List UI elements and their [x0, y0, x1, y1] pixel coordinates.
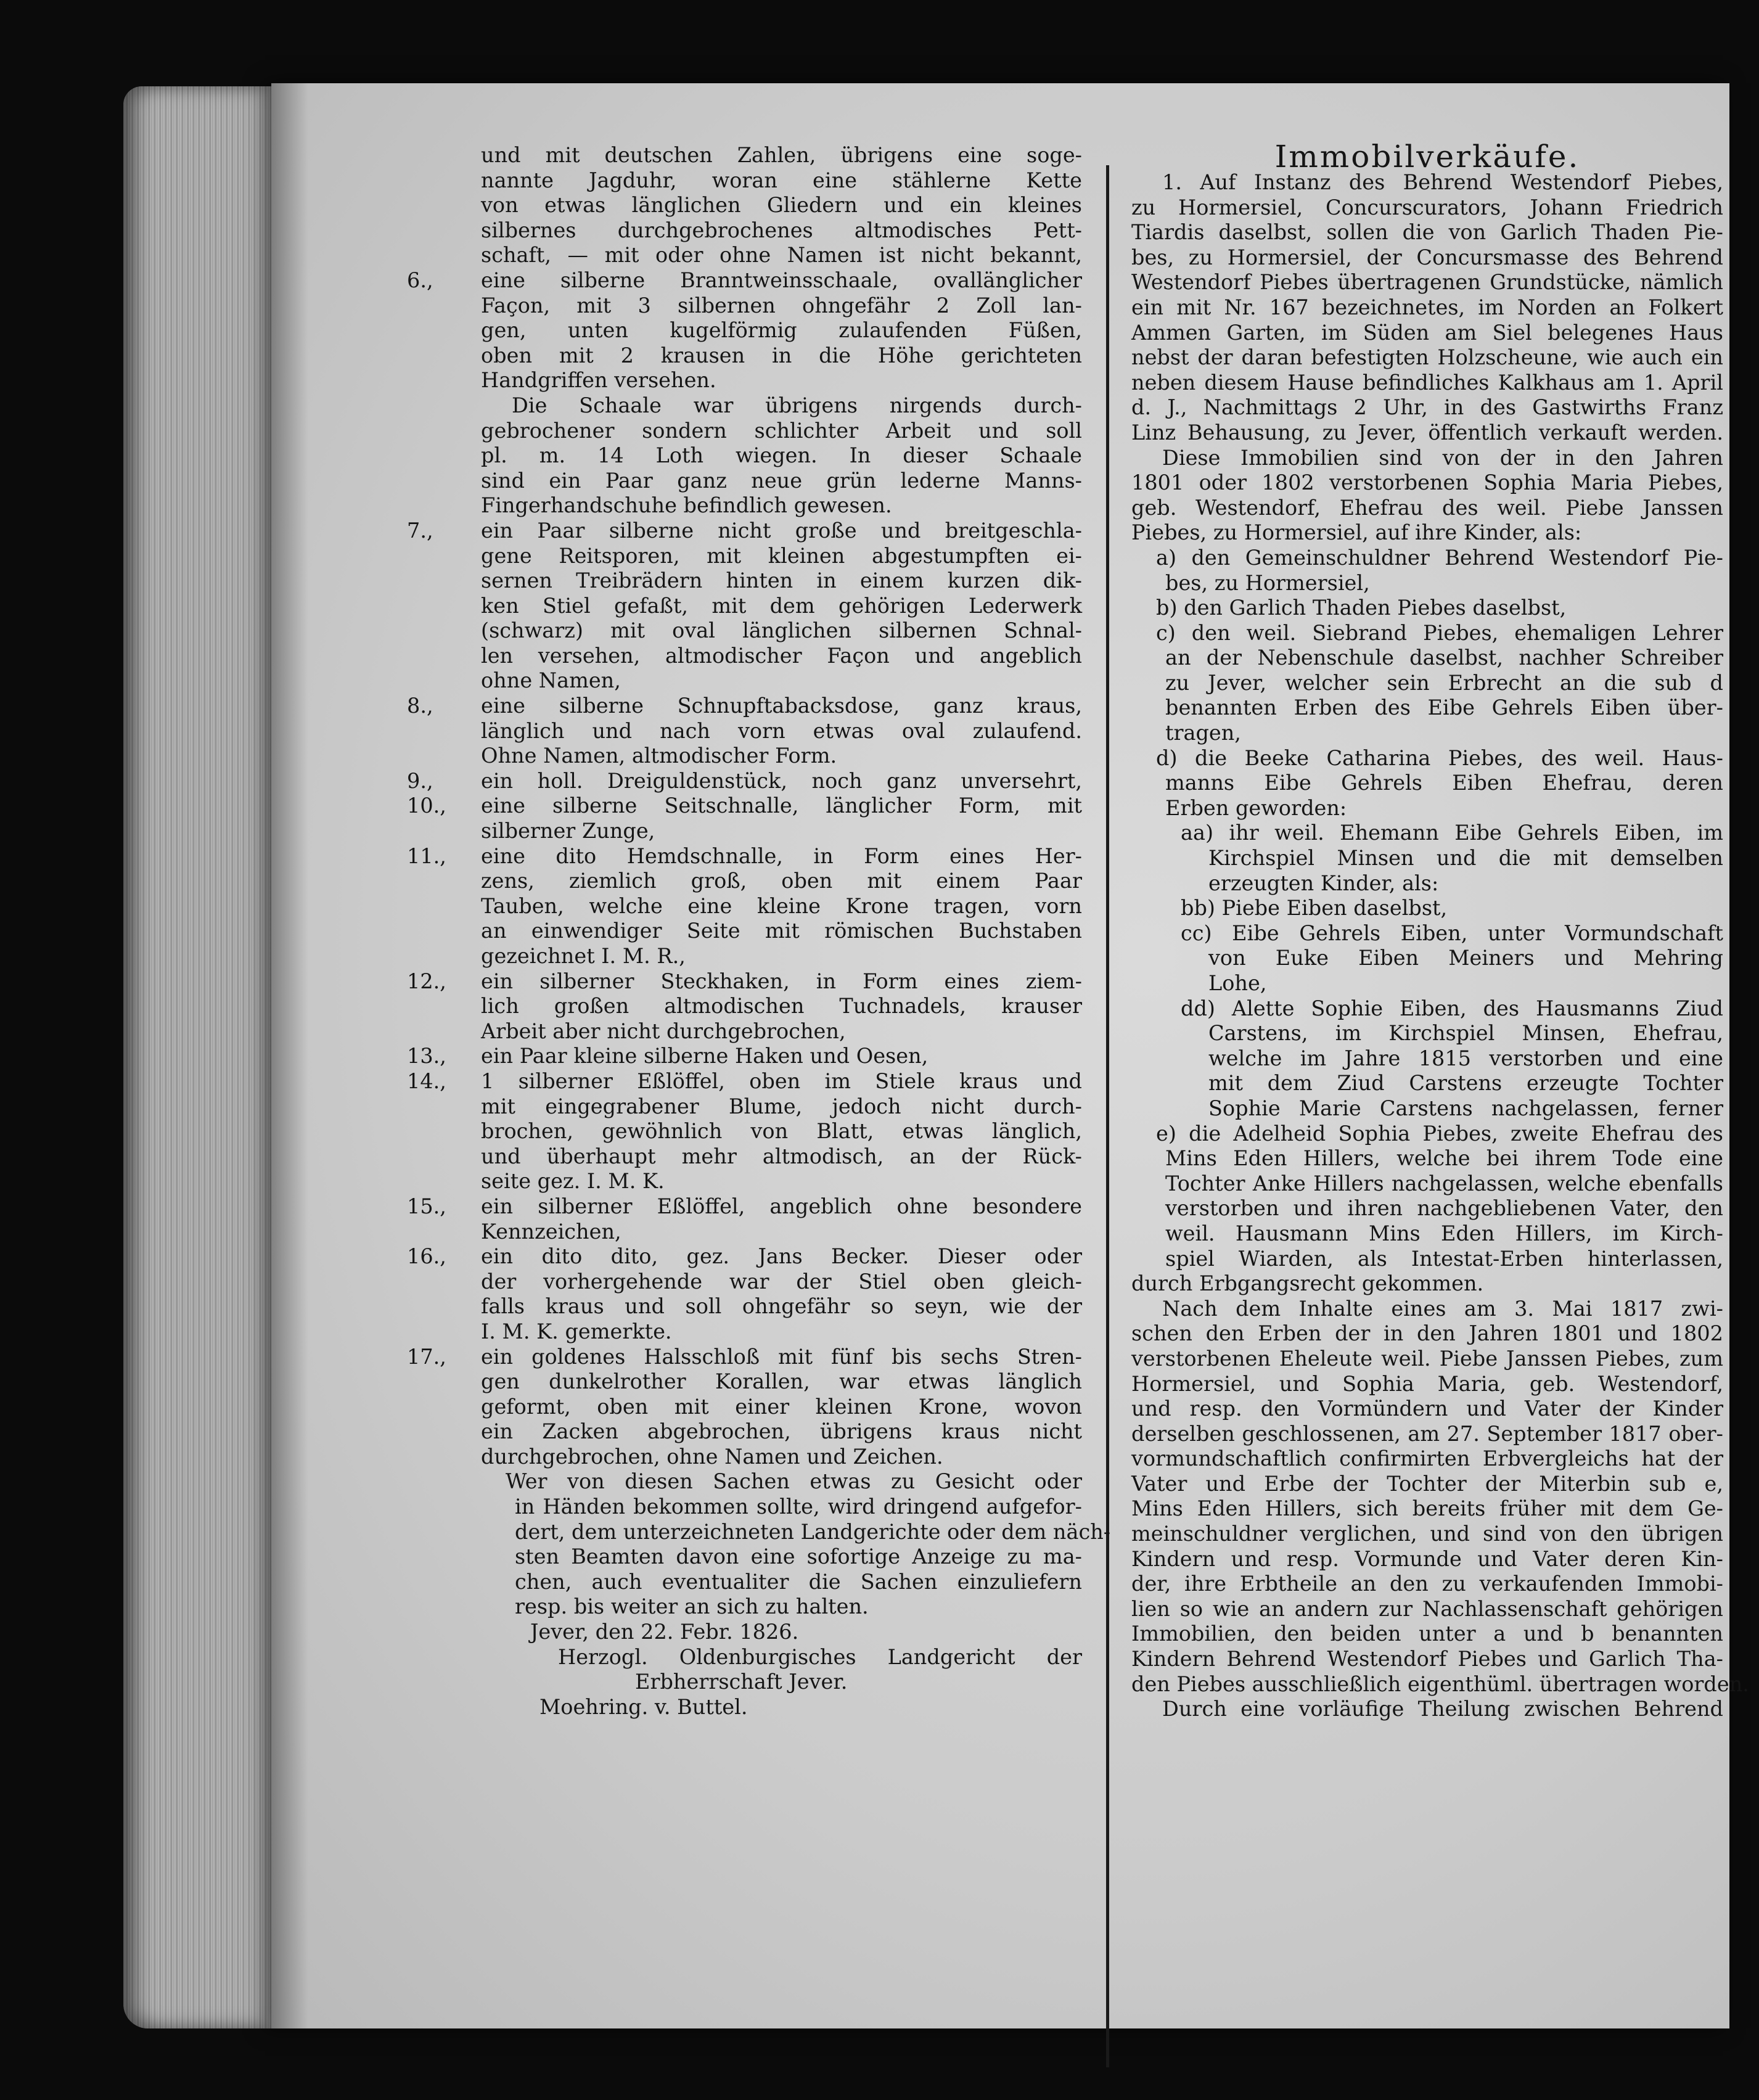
- text-line: [481, 1044, 1082, 1069]
- line-text: neben diesem Hause befindliches Kalkhaus am 1. April: [1131, 370, 1723, 395]
- text-line: [1131, 996, 1723, 1022]
- text-line: [1131, 871, 1723, 896]
- line-text: dert, dem unterzeichneten Landgerichte oder dem näch-: [515, 1519, 1111, 1544]
- text-line: [481, 1269, 1082, 1295]
- text-line: [1131, 1321, 1723, 1347]
- line-text: geformt, oben mit einer kleinen Krone, wovon: [481, 1394, 1082, 1419]
- text-line: [481, 1594, 1082, 1620]
- text-line: [481, 1069, 1082, 1094]
- line-text: zu Jever, welcher sein Erbrecht an die sub d: [1165, 670, 1723, 695]
- text-line: [1131, 1146, 1723, 1171]
- line-text: oben mit 2 krausen in die Höhe gerichteten: [481, 343, 1082, 367]
- text-line: [1131, 1446, 1723, 1472]
- text-line: [1131, 1622, 1723, 1647]
- text-line: [481, 243, 1082, 268]
- right-text-column: [1131, 139, 1749, 1722]
- text-line: [481, 1395, 1082, 1420]
- line-text: der, ihre Erbtheile an den zu verkaufenden Immobi-: [1131, 1572, 1723, 1596]
- line-text: 1. Auf Instanz des Behrend Westendorf Piebes,: [1162, 170, 1723, 194]
- text-line: [481, 1695, 1082, 1720]
- text-line: [1131, 671, 1723, 696]
- text-line: [1131, 646, 1723, 671]
- text-line: [1131, 371, 1723, 396]
- line-text: derselben geschlossenen, am 27. September 1817 ober-: [1131, 1421, 1723, 1446]
- line-text: nannte Jagduhr, woran eine stählerne Kette: [481, 168, 1082, 192]
- book-page-edges: [123, 86, 284, 2028]
- text-line: [481, 1369, 1082, 1395]
- text-line: [1131, 896, 1723, 921]
- line-text: den Piebes ausschließlich eigenthüml. übertragen worden.: [1131, 1671, 1749, 1696]
- line-text: lien so wie an andern zur Nachlassenschaft gehörigen: [1131, 1596, 1723, 1621]
- text-line: [481, 894, 1082, 919]
- line-text: sten Beamten davon eine sofortige Anzeige zu ma-: [515, 1544, 1082, 1569]
- line-text: Façon, mit 3 silbernen ohngefähr 2 Zoll lan-: [481, 293, 1082, 318]
- text-line: [481, 969, 1082, 995]
- text-line: [481, 1469, 1082, 1495]
- line-text: gen, unten kugelförmig zulaufenden Füßen,: [481, 318, 1082, 343]
- text-line: [1131, 321, 1723, 346]
- text-line: [481, 819, 1082, 844]
- line-text: durch Erbgangsrecht gekommen.: [1131, 1271, 1484, 1296]
- line-text: Mins Eden Hillers, sich bereits früher mit dem Ge-: [1131, 1496, 1723, 1521]
- line-text: bes, zu Hormersiel, der Concursmasse des Behrend: [1131, 245, 1723, 269]
- line-text: ohne Namen,: [481, 668, 621, 693]
- text-line: [1131, 220, 1723, 245]
- text-line: [1131, 1522, 1723, 1547]
- line-text: Lohe,: [1208, 971, 1267, 995]
- left-text-column: [481, 143, 1111, 1720]
- line-text: seite gez. I. M. K.: [481, 1169, 665, 1194]
- text-line: [1131, 395, 1723, 420]
- line-text: Vater und Erbe der Tochter der Miterbin sub e,: [1131, 1471, 1723, 1496]
- text-line: [1131, 195, 1723, 221]
- line-text: Linz Behausung, zu Jever, öffentlich verkauft werden.: [1131, 420, 1723, 445]
- text-line: [1131, 1071, 1723, 1096]
- text-line: [1131, 1171, 1723, 1197]
- line-text: zu Hormersiel, Concurscurators, Johann Friedrich: [1131, 195, 1723, 219]
- line-text: erzeugten Kinder, als:: [1208, 871, 1439, 895]
- text-line: [1131, 1347, 1723, 1372]
- text-line: [1131, 1572, 1723, 1597]
- line-text: gen dunkelrother Korallen, war etwas länglich: [481, 1369, 1082, 1394]
- text-line: [1131, 571, 1723, 596]
- text-line: [1131, 1021, 1723, 1046]
- line-text: der vorhergehende war der Stiel oben gleich-: [481, 1269, 1082, 1294]
- line-text: schaft, — mit oder ohne Namen ist nicht bekannt,: [481, 243, 1082, 268]
- text-line: [481, 469, 1082, 494]
- line-text: Ammen Garten, im Süden am Siel belegenes Haus: [1131, 320, 1723, 345]
- text-line: [1131, 1247, 1723, 1272]
- text-line: [481, 318, 1082, 343]
- line-text: a) den Gemeinschuldner Behrend Westendorf Pie-: [1156, 545, 1723, 570]
- line-text: gezeichnet I. M. R.,: [481, 944, 686, 968]
- line-text: b) den Garlich Thaden Piebes daselbst,: [1156, 596, 1567, 620]
- text-line: [481, 1144, 1082, 1170]
- text-line: [481, 143, 1082, 168]
- text-line: [1131, 1496, 1723, 1522]
- line-text: Hormersiel, und Sophia Maria, geb. Westendorf,: [1131, 1371, 1723, 1396]
- line-text: an der Nebenschule daselbst, nachher Schreiber: [1165, 646, 1723, 670]
- line-text: Tiardis daselbst, sollen die von Garlich Thaden Pie-: [1131, 220, 1723, 245]
- text-line: [481, 393, 1082, 419]
- text-line: [1131, 1096, 1723, 1122]
- line-text: an einwendiger Seite mit römischen Buchstaben: [481, 919, 1082, 943]
- text-line: [1131, 1297, 1723, 1322]
- line-text: ein goldenes Halsschloß mit fünf bis sechs Stren-: [481, 1344, 1082, 1369]
- text-line: [481, 1169, 1082, 1194]
- line-text: geb. Westendorf, Ehefrau des weil. Piebe Janssen: [1131, 495, 1723, 520]
- text-line: [481, 1570, 1082, 1595]
- line-text: Ohne Namen, altmodischer Form.: [481, 744, 837, 768]
- line-text: Kindern Behrend Westendorf Piebes und Garlich Tha-: [1131, 1647, 1723, 1671]
- text-line: [481, 694, 1082, 719]
- text-line: [481, 268, 1082, 293]
- text-line: [481, 1194, 1082, 1220]
- text-line: [481, 1119, 1082, 1144]
- text-line: [481, 1495, 1082, 1520]
- text-line: [1131, 1196, 1723, 1221]
- line-text: und mit deutschen Zahlen, übrigens eine soge-: [481, 143, 1082, 167]
- text-line: [481, 1294, 1082, 1319]
- page-gutter-shadow: [271, 83, 308, 2028]
- line-text: gene Reitsporen, mit kleinen abgestumpften ei-: [481, 543, 1082, 568]
- text-line: [1131, 1647, 1723, 1672]
- text-line: [1131, 621, 1723, 646]
- line-text: und überhaupt mehr altmodisch, an der Rück-: [481, 1144, 1082, 1168]
- line-text: Fingerhandschuhe befindlich gewesen.: [481, 493, 892, 518]
- line-text: länglich und nach vorn etwas oval zulaufend.: [481, 718, 1082, 743]
- line-text: Tochter Anke Hillers nachgelassen, welche ebenfalls: [1165, 1171, 1723, 1196]
- text-line: [1131, 771, 1723, 796]
- text-line: [1131, 1372, 1723, 1397]
- text-line: [1131, 170, 1723, 195]
- line-text: mit dem Ziud Carstens erzeugte Tochter: [1208, 1071, 1723, 1096]
- line-text: c) den weil. Siebrand Piebes, ehemaligen Lehrer: [1156, 620, 1723, 645]
- line-text: Moehring. v. Buttel.: [539, 1694, 748, 1719]
- right-column-body: [1131, 170, 1749, 1722]
- text-line: [1131, 746, 1723, 771]
- line-text: cc) Eibe Gehrels Eiben, unter Vormundschaft: [1181, 921, 1723, 945]
- line-text: eine dito Hemdschnalle, in Form eines Her-: [481, 843, 1082, 868]
- line-text: bb) Piebe Eiben daselbst,: [1181, 896, 1448, 921]
- line-text: durchgebrochen, ohne Namen und Zeichen.: [481, 1444, 943, 1469]
- text-line: [1131, 921, 1723, 946]
- line-text: von etwas länglichen Gliedern und ein kleines: [481, 193, 1082, 218]
- text-line: [1131, 520, 1723, 546]
- text-line: [481, 443, 1082, 469]
- text-line: [481, 368, 1082, 393]
- text-line: [481, 1419, 1082, 1445]
- line-text: Arbeit aber nicht durchgebrochen,: [481, 1019, 846, 1043]
- line-text: manns Eibe Gehrels Eiben Ehefrau, deren: [1165, 771, 1723, 795]
- text-line: [481, 794, 1082, 819]
- line-text: pl. m. 14 Loth wiegen. In dieser Schaale: [481, 443, 1082, 468]
- text-line: [481, 519, 1082, 544]
- text-line: [481, 293, 1082, 319]
- line-text: ken Stiel gefaßt, mit dem gehörigen Lederwerk: [481, 593, 1082, 618]
- line-text: Carstens, im Kirchspiel Minsen, Ehefrau,: [1208, 1021, 1723, 1046]
- line-text: schen den Erben der in den Jahren 1801 und 1802: [1131, 1321, 1723, 1346]
- text-line: [1131, 1472, 1723, 1497]
- text-line: [481, 1319, 1082, 1345]
- line-text: d) die Beeke Catharina Piebes, des weil. Haus-: [1156, 745, 1723, 770]
- text-line: [481, 769, 1082, 794]
- text-line: [1131, 295, 1723, 321]
- line-text: Die Schaale war übrigens nirgends durch-: [512, 393, 1082, 417]
- line-text: Durch eine vorläufige Theilung zwischen Behrend: [1162, 1697, 1723, 1721]
- line-text: Erbherrschaft Jever.: [635, 1670, 848, 1694]
- line-text: in Händen bekommen sollte, wird dringend aufgefor-: [515, 1495, 1082, 1519]
- text-line: [481, 1645, 1082, 1670]
- line-text: zens, ziemlich groß, oben mit einem Paar: [481, 869, 1082, 893]
- text-line: [1131, 546, 1723, 571]
- line-text: ein dito dito, gez. Jans Becker. Dieser oder: [481, 1244, 1082, 1269]
- text-line: [1131, 446, 1723, 471]
- text-line: [481, 1094, 1082, 1120]
- line-text: ein silberner Steckhaken, in Form eines ziem-: [481, 969, 1082, 993]
- line-text: brochen, gewöhnlich von Blatt, etwas länglich,: [481, 1119, 1082, 1144]
- text-line: [481, 844, 1082, 869]
- text-line: [1131, 1122, 1723, 1147]
- line-text: Tauben, welche eine kleine Krone tragen, vorn: [481, 893, 1082, 918]
- line-text: Mins Eden Hillers, welche bei ihrem Tode eine: [1165, 1146, 1723, 1171]
- text-line: [481, 594, 1082, 619]
- text-line: [481, 1244, 1082, 1269]
- line-text: spiel Wiarden, als Intestat-Erben hinterlassen,: [1165, 1246, 1723, 1271]
- line-text: vormundschaftlich confirmirten Erbvergleichs hat der: [1131, 1446, 1723, 1471]
- line-text: mit eingegrabener Blume, jedoch nicht durch-: [481, 1094, 1082, 1118]
- text-line: [481, 493, 1082, 519]
- line-text: ein mit Nr. 167 bezeichnetes, im Norden an Folkert: [1131, 295, 1723, 319]
- line-text: Herzogl. Oldenburgisches Landgericht der: [558, 1644, 1082, 1669]
- line-text: Westendorf Piebes übertragenen Grundstücke, nämlich: [1131, 270, 1723, 295]
- line-text: lich großen altmodischen Tuchnadels, krauser: [481, 994, 1082, 1019]
- text-line: [1131, 245, 1723, 271]
- text-line: [1131, 345, 1723, 371]
- line-text: dd) Alette Sophie Eiben, des Hausmanns Ziud: [1181, 996, 1723, 1020]
- text-line: [1131, 721, 1723, 746]
- text-line: [481, 168, 1082, 194]
- text-line: [1131, 496, 1723, 521]
- line-text: gebrochener sondern schlichter Arbeit und soll: [481, 418, 1082, 443]
- line-text: Wer von diesen Sachen etwas zu Gesicht oder: [506, 1469, 1082, 1494]
- text-line: [1131, 596, 1723, 621]
- text-line: [481, 1544, 1082, 1570]
- text-line: [481, 419, 1082, 444]
- line-text: sind ein Paar ganz neue grün lederne Manns-: [481, 468, 1082, 493]
- line-text: verstorben und ihren nachgebliebenen Vater, den: [1165, 1196, 1723, 1221]
- line-text: benannten Erben des Eibe Gehrels Eiben über-: [1165, 695, 1723, 720]
- text-line: [481, 193, 1082, 218]
- text-line: [1131, 971, 1723, 996]
- line-text: I. M. K. gemerkte.: [481, 1319, 672, 1343]
- line-text: falls kraus und soll ohngefähr so seyn, wie der: [481, 1294, 1082, 1319]
- line-text: nebst der daran befestigten Holzscheune, wie auch ein: [1131, 345, 1723, 370]
- text-line: [481, 1445, 1082, 1470]
- text-line: [1131, 470, 1723, 496]
- text-line: [1131, 821, 1723, 846]
- text-line: [481, 719, 1082, 744]
- line-text: und resp. den Vormündern und Vater der Kinder: [1131, 1397, 1723, 1421]
- text-line: [1131, 1597, 1723, 1622]
- line-text: sernen Treibrädern hinten in einem kurzen dik-: [481, 568, 1082, 593]
- text-line: [1131, 1046, 1723, 1072]
- text-line: [1131, 796, 1723, 821]
- text-line: [481, 568, 1082, 594]
- column-divider-rule: [1106, 165, 1109, 2067]
- text-line: [481, 1620, 1082, 1645]
- line-text: d. J., Nachmittags 2 Uhr, in des Gastwirths Franz: [1131, 395, 1723, 420]
- line-text: Piebes, zu Hormersiel, auf ihre Kinder, als:: [1131, 520, 1582, 545]
- line-text: Handgriffen versehen.: [481, 368, 716, 393]
- text-line: [481, 1670, 1082, 1695]
- line-text: (schwarz) mit oval länglichen silbernen Schnal-: [481, 618, 1082, 643]
- line-text: welche im Jahre 1815 verstorben und eine: [1208, 1046, 1723, 1070]
- text-line: [481, 218, 1082, 244]
- line-text: len versehen, altmodischer Façon und angeblich: [481, 643, 1082, 668]
- text-line: [1131, 1671, 1749, 1697]
- text-line: [481, 343, 1082, 369]
- text-line: [481, 869, 1082, 894]
- line-text: von Euke Eiben Meiners und Mehring: [1208, 946, 1723, 970]
- line-text: Sophie Marie Carstens nachgelassen, ferner: [1208, 1096, 1723, 1120]
- line-text: Kirchspiel Minsen und die mit demselben: [1208, 846, 1723, 871]
- text-line: [481, 618, 1082, 644]
- line-text: e) die Adelheid Sophia Piebes, zweite Ehefrau des: [1156, 1121, 1723, 1146]
- text-line: [1131, 1422, 1723, 1447]
- line-text: Nach dem Inhalte eines am 3. Mai 1817 zwi-: [1162, 1296, 1723, 1321]
- text-line: [481, 1519, 1111, 1545]
- text-line: [481, 1220, 1082, 1245]
- line-text: ein silberner Eßlöffel, angeblich ohne besondere: [481, 1194, 1082, 1218]
- line-text: ein holl. Dreiguldenstück, noch ganz unversehrt,: [481, 768, 1082, 793]
- text-line: [481, 644, 1082, 669]
- line-text: verstorbenen Eheleute weil. Piebe Janssen Piebes, zum: [1131, 1346, 1723, 1371]
- line-text: Erben geworden:: [1165, 795, 1347, 820]
- line-text: aa) ihr weil. Ehemann Eibe Gehrels Eiben, im: [1181, 821, 1723, 845]
- line-text: tragen,: [1165, 721, 1241, 745]
- line-text: silberner Zunge,: [481, 819, 655, 843]
- line-text: Kindern und resp. Vormunde und Vater deren Kin-: [1131, 1546, 1723, 1571]
- line-text: ein Paar kleine silberne Haken und Oesen,: [481, 1044, 929, 1068]
- line-text: chen, auch eventualiter die Sachen einzuliefern: [515, 1569, 1082, 1594]
- line-text: weil. Hausmann Mins Eden Hillers, im Kirch-: [1165, 1221, 1723, 1245]
- line-text: resp. bis weiter an sich zu halten.: [515, 1594, 869, 1619]
- text-line: [1131, 1397, 1723, 1422]
- line-text: eine silberne Branntweinsschaale, ovallänglicher: [481, 268, 1082, 292]
- line-text: 1 silberner Eßlöffel, oben im Stiele kraus und: [481, 1068, 1082, 1093]
- text-line: [1131, 1547, 1723, 1572]
- line-text: Kennzeichen,: [481, 1219, 621, 1244]
- text-line: [481, 1345, 1082, 1370]
- line-text: Jever, den 22. Febr. 1826.: [530, 1620, 799, 1644]
- line-text: eine silberne Seitschnalle, länglicher Form, mit: [481, 794, 1082, 818]
- text-line: [481, 919, 1082, 944]
- text-line: [1131, 270, 1723, 295]
- text-line: [481, 994, 1082, 1019]
- section-heading: Immobilverkäufe.: [1274, 139, 1580, 174]
- text-line: [481, 744, 1082, 769]
- text-line: [1131, 420, 1723, 446]
- line-text: meinschuldner verglichen, und sind von den übrigen: [1131, 1522, 1723, 1546]
- text-line: [481, 1019, 1082, 1044]
- line-text: Diese Immobilien sind von der in den Jahren: [1162, 445, 1723, 470]
- line-text: Immobilien, den beiden unter a und b benannten: [1131, 1622, 1723, 1646]
- text-line: [1131, 1271, 1723, 1297]
- text-line: [481, 544, 1082, 569]
- line-text: bes, zu Hormersiel,: [1165, 570, 1370, 595]
- text-line: [1131, 946, 1723, 971]
- text-line: [481, 944, 1082, 969]
- text-line: [1131, 1221, 1723, 1247]
- text-line: [481, 668, 1082, 694]
- text-line: [1131, 846, 1723, 871]
- text-line: [1131, 695, 1723, 721]
- line-text: 1801 oder 1802 verstorbenen Sophia Maria Piebes,: [1131, 470, 1723, 495]
- line-text: eine silberne Schnupftabacksdose, ganz kraus,: [481, 694, 1082, 718]
- line-text: ein Zacken abgebrochen, übrigens kraus nicht: [481, 1419, 1082, 1444]
- text-line: [1131, 1697, 1723, 1722]
- line-text: ein Paar silberne nicht große und breitgeschla-: [481, 518, 1082, 543]
- line-text: silbernes durchgebrochenes altmodisches Pett-: [481, 218, 1082, 242]
